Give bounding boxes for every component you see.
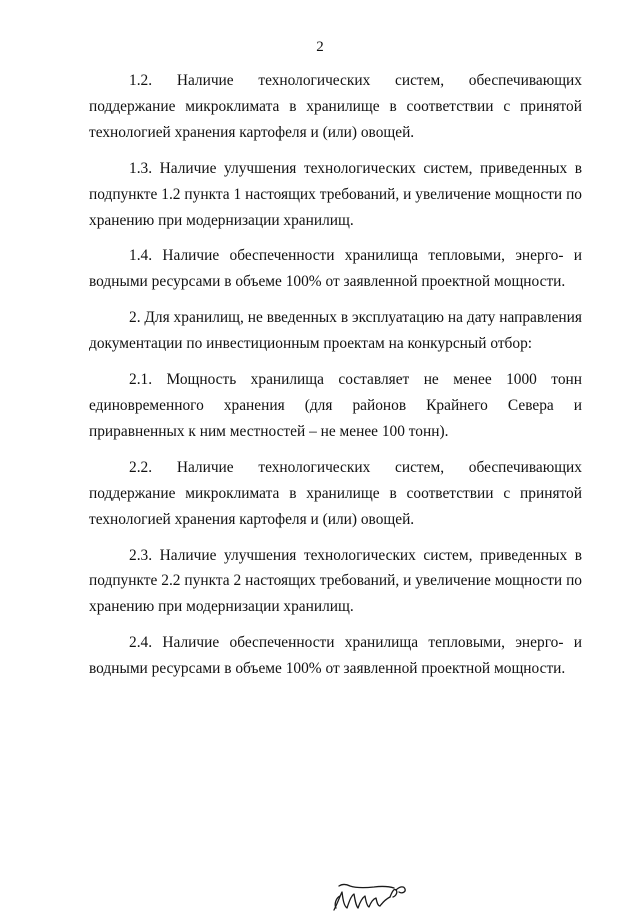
paragraph-2-2: 2.2. Наличие технологических систем, обеспечивающих поддержание микроклимата в хранилище в соответствии с принятой технологией хранения картофеля и (или) овощей. [89, 458, 582, 528]
paragraph-1-2: 1.2. Наличие технологических систем, обеспечивающих поддержание микроклимата в хранилище в соответствии с принятой технологией хранения картофеля и (или) овощей. [89, 72, 582, 141]
page-number: 2 [316, 39, 324, 55]
paragraph-1-4: 1.4. Наличие обеспеченности хранилища тепловыми, энерго- и водными ресурсами в объеме 100% от заявленной проектной мощности. [89, 247, 582, 291]
paragraph-2-1: 2.1. Мощность хранилища составляет не менее 1000 тонн единовременного хранения (для районов Крайнего Севера и приравненных к ним местностей – не менее 100 тонн). [89, 371, 582, 440]
paragraph-2: 2. Для хранилищ, не введенных в эксплуатацию на дату направления документации по инвестиционным проектам на конкурсный отбор: [89, 309, 582, 353]
signature-icon [330, 866, 410, 914]
paragraph-2-4: 2.4. Наличие обеспеченности хранилища тепловыми, энерго- и водными ресурсами в объеме 100% от заявленной проектной мощности. [89, 634, 582, 678]
paragraph-1-3: 1.3. Наличие улучшения технологических систем, приведенных в подпункте 1.2 пункта 1 настоящих требований, и увеличение мощности по хранению при модернизации хранилищ. [89, 159, 582, 229]
document-body [89, 68, 582, 692]
paragraph-2-3: 2.3. Наличие улучшения технологических систем, приведенных в подпункте 2.2 пункта 2 настоящих требований, и увеличение мощности по хранению при модернизации хранилищ. [89, 546, 582, 616]
